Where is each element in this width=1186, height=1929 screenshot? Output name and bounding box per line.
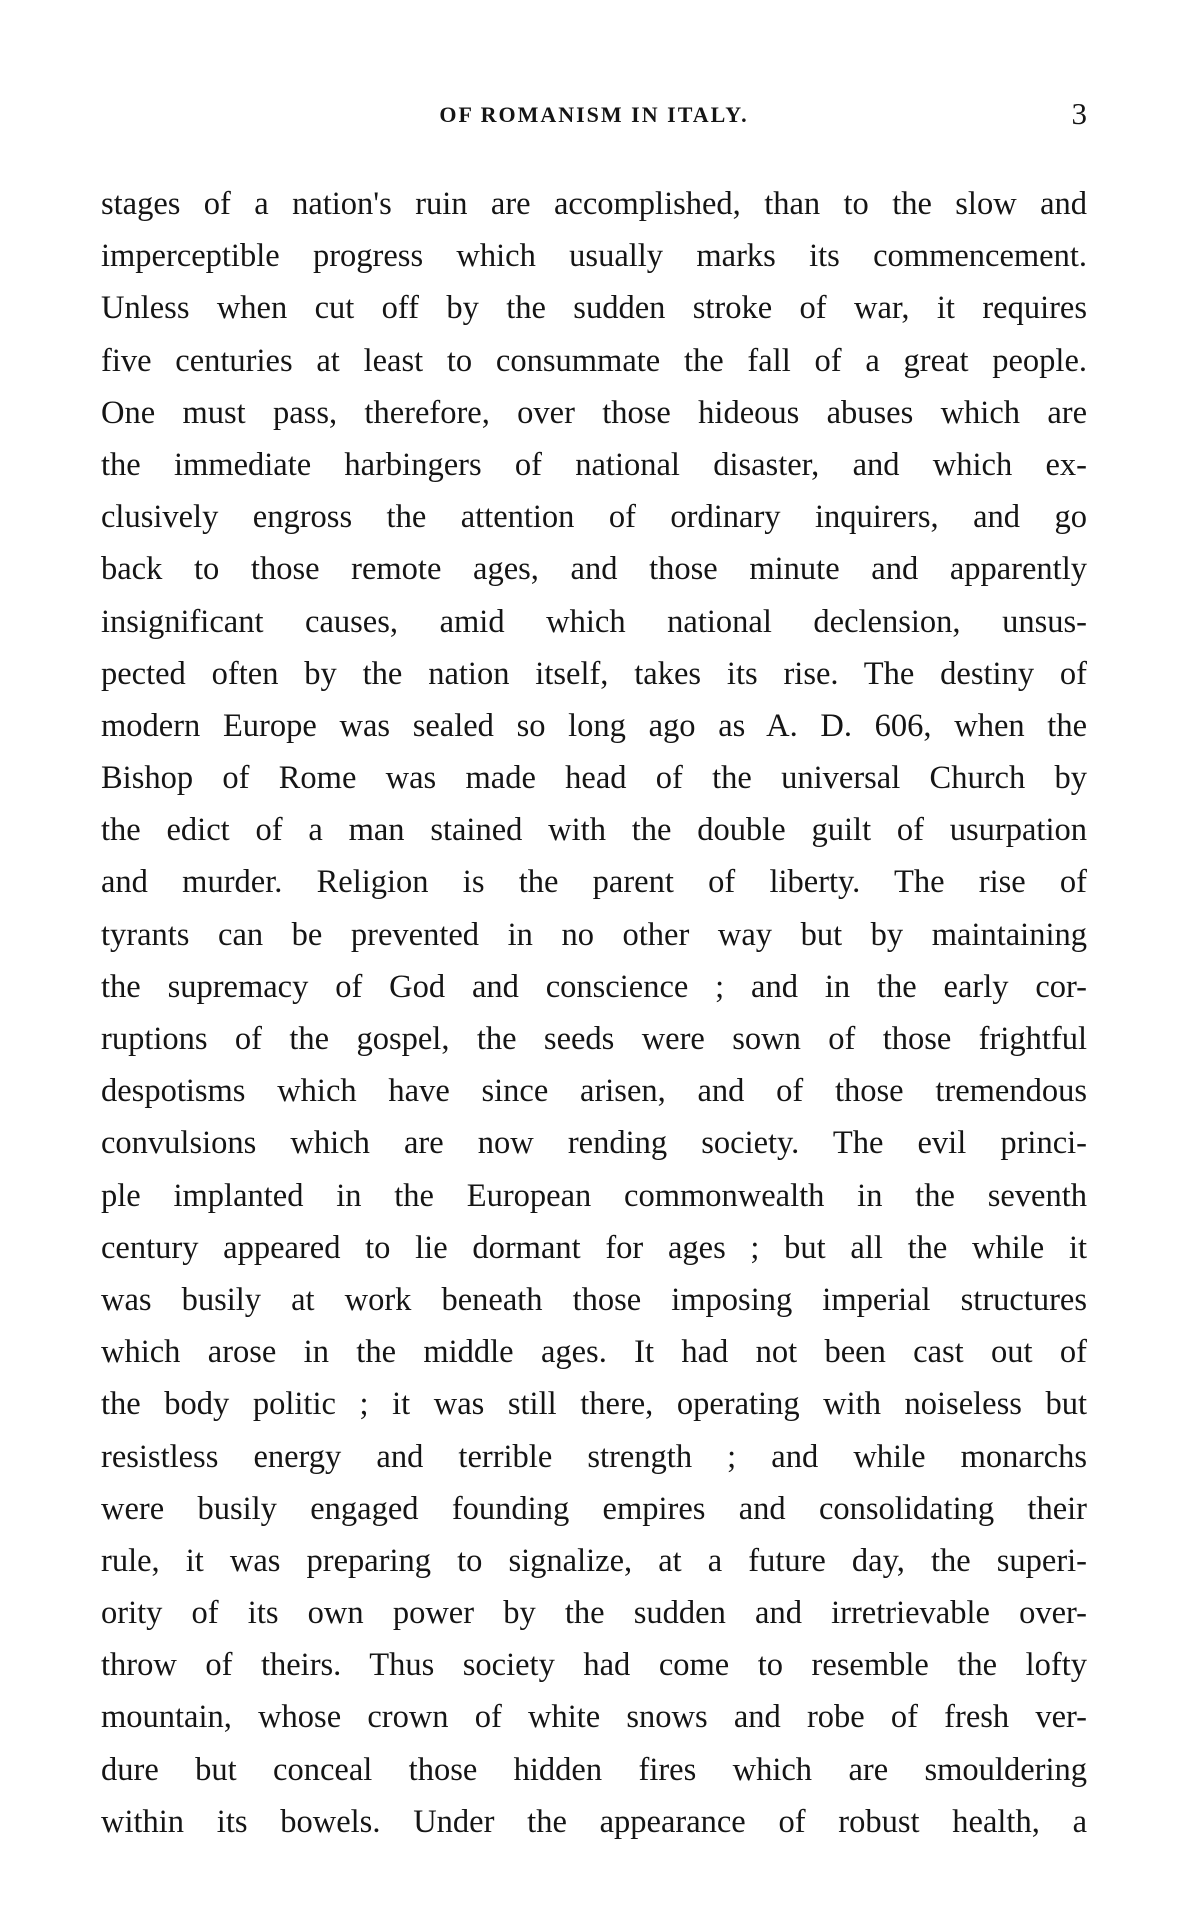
text-line: tyrants can be prevented in no other way but by maintaining: [101, 916, 1087, 953]
text-line: ruptions of the gospel, the seeds were sown of those frightful: [101, 1021, 1087, 1057]
text-line: rule, it was preparing to signalize, at a future day, the superi-: [101, 1542, 1087, 1579]
text-line: One must pass, therefore, over those hideous abuses which are: [101, 394, 1087, 431]
text-line: Bishop of Rome was made head of the universal Church by: [101, 760, 1087, 797]
text-line: dure but conceal those hidden fires which are smouldering: [101, 1751, 1087, 1788]
text-line: five centuries at least to consummate the fall of a great people.: [101, 342, 1087, 379]
text-line: Unless when cut off by the sudden stroke of war, it requires: [101, 290, 1087, 327]
text-line: modern Europe was sealed so long ago as A. D. 606, when the: [101, 707, 1087, 744]
text-line: the supremacy of God and conscience ; and in the early cor-: [101, 968, 1087, 1005]
text-line: century appeared to lie dormant for ages ; but all the while it: [101, 1229, 1087, 1266]
text-line: which arose in the middle ages. It had not been cast out of: [101, 1334, 1087, 1371]
text-line: clusively engross the attention of ordinary inquirers, and go: [101, 499, 1087, 536]
text-line: was busily at work beneath those imposing imperial structures: [101, 1281, 1087, 1318]
text-line: within its bowels. Under the appearance of robust health, a: [101, 1803, 1087, 1840]
running-title: OF ROMANISM IN ITALY.: [439, 102, 749, 127]
text-line: throw of theirs. Thus society had come to resemble the lofty: [101, 1647, 1087, 1684]
text-line: back to those remote ages, and those minute and apparently: [101, 551, 1087, 588]
text-line: and murder. Religion is the parent of liberty. The rise of: [101, 864, 1087, 901]
text-line: stages of a nation's ruin are accomplished, than to the slow and: [101, 186, 1087, 222]
text-line: imperceptible progress which usually marks its commencement.: [101, 238, 1087, 275]
text-line: convulsions which are now rending society. The evil princi-: [101, 1125, 1087, 1162]
text-line: were busily engaged founding empires and consolidating their: [101, 1490, 1087, 1527]
text-line: despotisms which have since arisen, and of those tremendous: [101, 1073, 1087, 1110]
text-line: ple implanted in the European commonwealth in the seventh: [101, 1177, 1087, 1214]
text-line: ority of its own power by the sudden and irretrievable over-: [101, 1595, 1087, 1632]
text-line: the body politic ; it was still there, operating with noiseless but: [101, 1386, 1087, 1423]
text-line: mountain, whose crown of white snows and robe of fresh ver-: [101, 1699, 1087, 1736]
text-line: the immediate harbingers of national disaster, and which ex-: [101, 446, 1087, 483]
text-line: insignificant causes, amid which national declension, unsus-: [101, 603, 1087, 640]
text-line: pected often by the nation itself, takes its rise. The destiny of: [101, 655, 1087, 692]
text-line: the edict of a man stained with the double guilt of usurpation: [101, 812, 1087, 849]
page-header: [101, 96, 1087, 136]
body-text: [101, 178, 1087, 1848]
page-number: 3: [1071, 96, 1087, 131]
text-line: resistless energy and terrible strength ; and while monarchs: [101, 1438, 1087, 1475]
